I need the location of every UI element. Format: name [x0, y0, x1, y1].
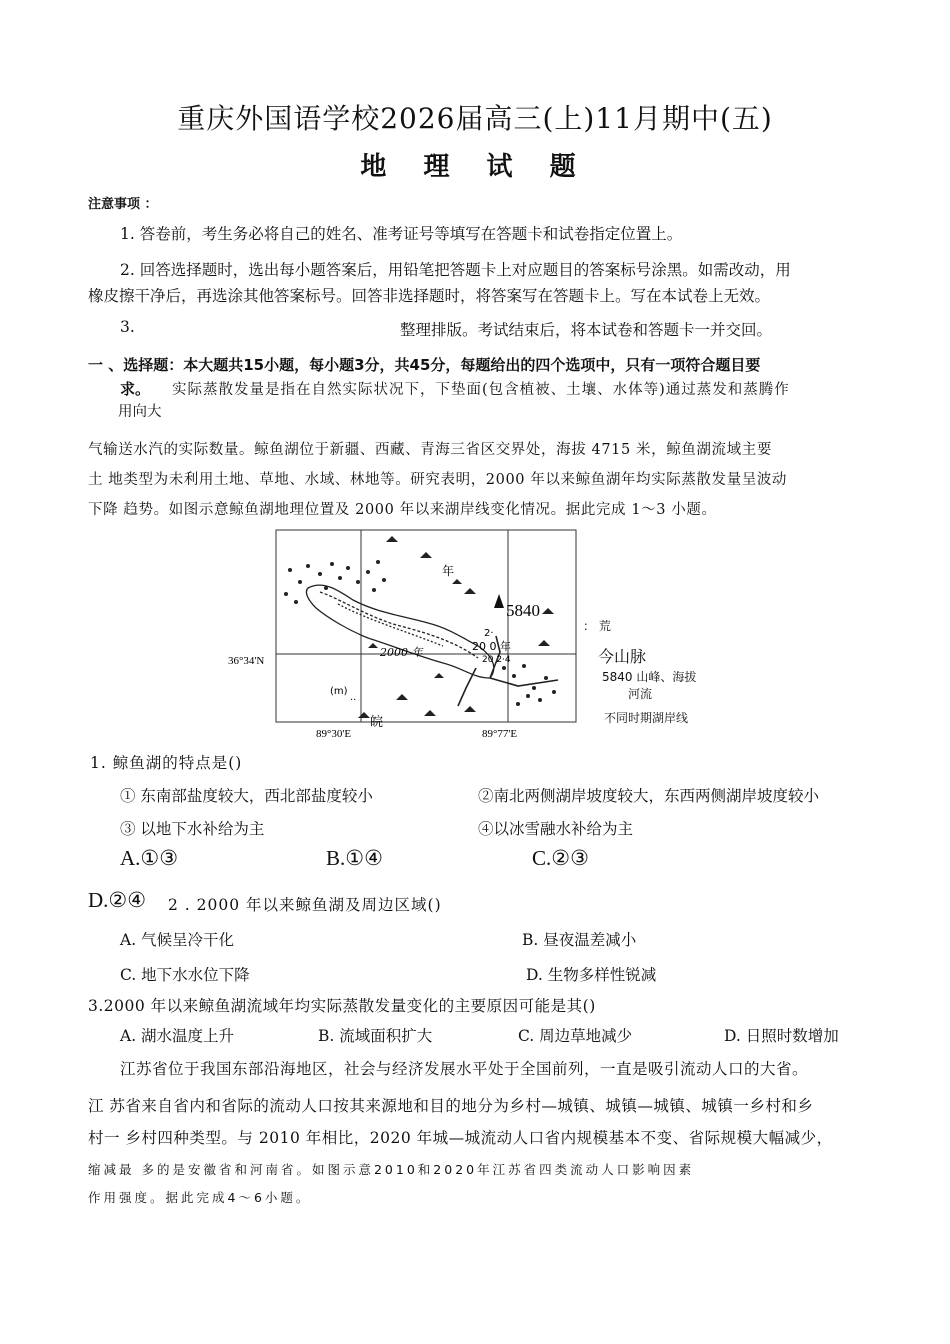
- peak-triangle-icon: [494, 594, 504, 608]
- intro-line-3: 土 地类型为未利用土地、草地、水域、林地等。研究表明，2000 年以来鲸鱼湖年均实际蒸散发量呈波动: [88, 472, 788, 488]
- q2-stem: 2 . 2000 年以来鲸鱼湖及周边区域(): [168, 896, 442, 914]
- passage2-line-3: 村一 乡村四种类型。与 2010 年相比，2020 年城—城流动人口省内规模基本不变、省际规模大幅减少，: [88, 1129, 833, 1147]
- note-3-text: 整理排版。考试结束后，将本试卷和答题卡一并交回。: [400, 321, 773, 339]
- q3-choice-b[interactable]: B. 流域面积扩大: [318, 1027, 433, 1045]
- map-frame: [276, 530, 576, 722]
- q3-choice-c[interactable]: C. 周边草地减少: [518, 1027, 633, 1045]
- q3-choice-d[interactable]: D. 日照时数增加: [724, 1027, 839, 1045]
- q3-choice-a[interactable]: A. 湖水温度上升: [120, 1027, 235, 1045]
- q1-choice-d[interactable]: D.②④: [88, 888, 147, 912]
- q1-choice-c[interactable]: C.②③: [532, 846, 589, 870]
- legend-shoreline: 不同时期湖岸线: [604, 711, 689, 725]
- shoreline-label-c: 20 2·4: [482, 655, 511, 665]
- note-1: 1. 答卷前，考生务必将自己的姓名、准考证号等填写在答题卡和试卷指定位置上。: [120, 225, 683, 243]
- q1-option-2: ②南北两侧湖岸坡度较大，东西两侧湖岸坡度较小: [478, 787, 820, 805]
- map-mark-wan: 皖: [370, 715, 384, 730]
- q1-option-4: ④以冰雪融水补给为主: [478, 820, 634, 838]
- legend-desert: ： 荒: [583, 619, 611, 633]
- passage2-line-5: 作用强度。据此完成4～6小题。: [88, 1190, 312, 1205]
- peak-elevation: 5840: [506, 601, 540, 620]
- q3-stem: 3.2000 年以来鲸鱼湖流域年均实际蒸散发量变化的主要原因可能是其(): [88, 997, 596, 1015]
- legend-river: 河流: [628, 687, 653, 701]
- q1-stem: 1. 鲸鱼湖的特点是(): [90, 754, 243, 772]
- longitude-label-1: 89°30'E: [316, 728, 352, 738]
- q1-choice-a[interactable]: A.①③: [120, 846, 179, 870]
- longitude-label-2: 89°77'E: [482, 728, 518, 738]
- q1-option-1: ① 东南部盐度较大，西北部盐度较小: [120, 787, 373, 805]
- intro-line-2: 气输送水汽的实际数量。鲸鱼湖位于新疆、西藏、青海三省区交界处，海拔 4715 米，鲸鱼湖流域主要: [88, 442, 772, 458]
- year-label-top: 年: [442, 564, 455, 578]
- map-mark-dots: ..: [350, 692, 357, 703]
- section-heading-end: 求。: [120, 380, 151, 398]
- notes-label: 注意事项 ：: [88, 197, 158, 212]
- lake-map: [228, 528, 708, 738]
- q2-choice-b[interactable]: B. 昼夜温差减小: [522, 931, 637, 949]
- shoreline-label-a: 2·: [484, 628, 494, 639]
- note-3-number: 3.: [120, 318, 135, 336]
- section-heading: 一 、选择题：本大题共15小题，每小题3分，共45分，每题给出的四个选项中，只有一项符合题目要: [88, 356, 761, 374]
- mountain-symbols: [358, 536, 554, 718]
- shoreline-label-b: 20 0 年: [472, 640, 511, 653]
- q2-choice-a[interactable]: A. 气候呈冷干化: [120, 931, 235, 949]
- note-2a: 2. 回答选择题时，选出每小题答案后，用铅笔把答题卡上对应题目的答案标号涂黑。如需改动，用: [120, 261, 791, 279]
- q2-choice-c[interactable]: C. 地下水水位下降: [120, 966, 250, 984]
- map-mark-m: (m): [330, 686, 348, 697]
- q1-option-3: ③ 以地下水补给为主: [120, 820, 265, 838]
- intro-line-1: 实际蒸散发量是指在自然实际状况下，下垫面(包含植被、土壤、水体等)通过蒸发和蒸腾作: [172, 382, 790, 398]
- intro-line-4: 下降 趋势。如图示意鲸鱼湖地理位置及 2000 年以来湖岸线变化情况。据此完成 1～3 小题。: [88, 502, 717, 518]
- desert-dots: [284, 560, 556, 706]
- legend-mountain: 今山脉: [598, 647, 647, 666]
- shoreline-label-2000: 2000 年: [380, 646, 423, 659]
- latitude-label: 36°34'N: [228, 655, 265, 667]
- q1-choice-b[interactable]: B.①④: [326, 846, 383, 870]
- exam-title: 重庆外国语学校2026届高三(上)11月期中(五): [177, 102, 773, 135]
- note-2b: 橡皮擦干净后，再选涂其他答案标号。回答非选择题时，将答案写在答题卡上。写在本试卷上无效。: [88, 287, 771, 305]
- passage2-line-1: 江苏省位于我国东部沿海地区，社会与经济发展水平处于全国前列，一直是吸引流动人口的大省。: [120, 1060, 809, 1078]
- legend-peak: 5840 山峰、海拔: [602, 670, 697, 684]
- passage2-line-4: 缩减最 多的是安徽省和河南省。如图示意2010和2020年江苏省四类流动人口影响因素: [88, 1162, 695, 1177]
- q2-choice-d[interactable]: D. 生物多样性锐减: [526, 966, 657, 984]
- subject-title: 地 理 试 题: [360, 152, 590, 182]
- lake-outline: [306, 585, 493, 678]
- intro-line-1b: 用向大: [118, 404, 162, 420]
- passage2-line-2: 江 苏省来自省内和省际的流动人口按其来源地和目的地分为乡村—城镇、城镇—城镇、城镇一乡村和乡: [88, 1097, 814, 1115]
